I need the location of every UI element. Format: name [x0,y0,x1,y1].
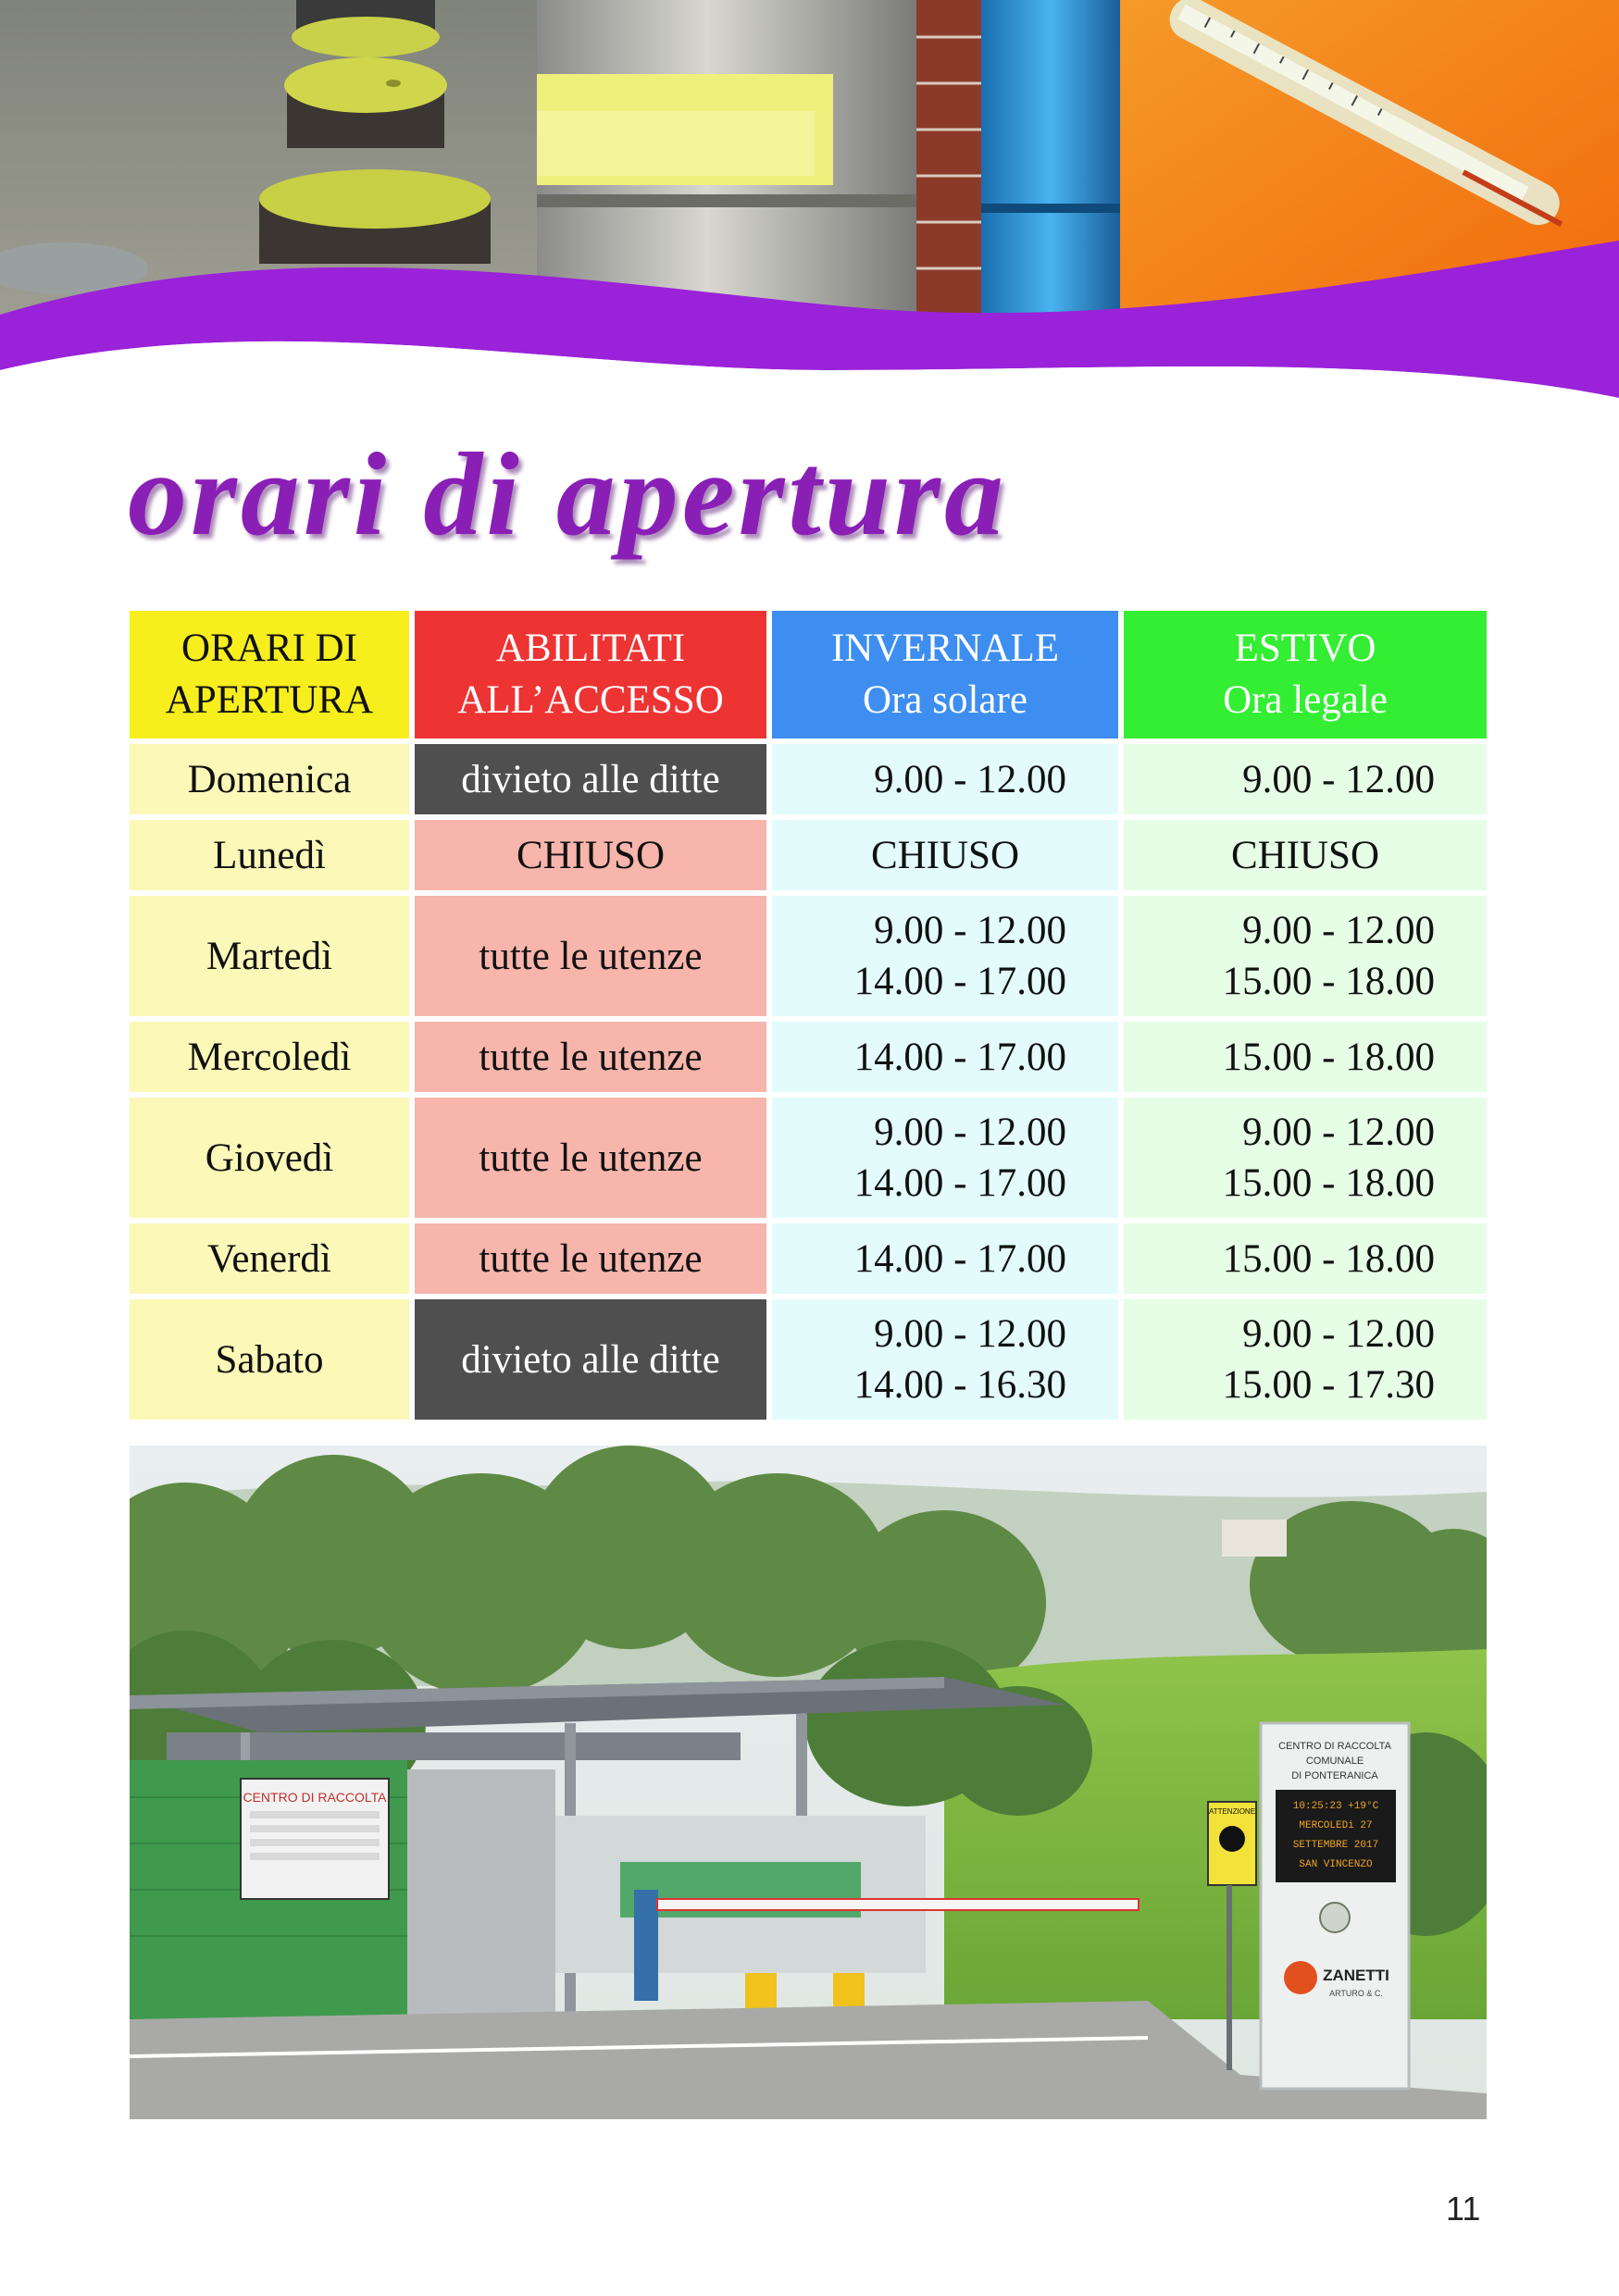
access-cell: tutte le utenze [415,1022,772,1098]
table-row [130,744,1487,820]
time-range: 14.00 - 17.00 [853,1035,1066,1079]
page-number: 11 [1446,2190,1481,2228]
header-line: ORARI DI [181,627,357,670]
access-cell: tutte le utenze [415,896,772,1022]
brand-logo-icon [1284,1961,1317,1994]
totem-title: DI PONTERANICA [1291,1770,1378,1781]
header-line: ALL’ACCESSO [457,678,724,722]
winter-hours-cell [772,1098,1124,1223]
summer-hours-cell [1124,820,1487,896]
summer-hours-cell [1124,896,1487,1022]
winter-hours-cell [772,896,1124,1022]
table-row [130,896,1487,1022]
table-body [130,744,1487,1425]
summer-hours-cell [1124,1223,1487,1299]
day-cell: Venerdì [130,1223,415,1299]
access-cell: tutte le utenze [415,1098,772,1223]
table-row [130,1098,1487,1223]
header-line: Ora solare [863,678,1027,722]
table-row [130,820,1487,896]
time-range: 14.00 - 17.00 [853,1161,1066,1205]
winter-hours-cell [772,1299,1124,1425]
opening-hours-table [130,611,1487,1425]
summer-hours-cell [1124,744,1487,820]
header-line: ABILITATI [495,627,686,670]
header-line: INVERNALE [830,627,1059,670]
day-cell: Giovedì [130,1098,415,1223]
access-cell: tutte le utenze [415,1223,772,1299]
header-summer [1124,611,1487,744]
blue-drum [981,0,1120,333]
winter-hours-cell [772,820,1124,896]
page-title: orari di apertura [128,428,1007,560]
brick-wall [916,0,981,333]
time-range: 9.00 - 12.00 [874,909,1066,952]
brand-name: ZANETTI [1323,1967,1389,1984]
gate-board-title: CENTRO DI RACCOLTA [243,1790,387,1805]
day-cell: Domenica [130,744,415,820]
time-range: 15.00 - 18.00 [1222,1035,1435,1079]
header-line: Ora legale [1223,678,1388,722]
access-cell: divieto alle ditte [415,1299,772,1425]
barrier-arm [657,1899,1139,1910]
time-range: 15.00 - 18.00 [1222,1236,1435,1281]
summer-hours-cell [1124,1299,1487,1425]
attention-sign-label: ATTENZIONE [1208,1807,1256,1816]
header-line: APERTURA [165,678,374,722]
winter-hours-cell [772,1022,1124,1098]
access-cell: CHIUSO [415,820,772,896]
barrier-post [634,1890,658,2001]
table-header [130,611,1487,744]
time-range: 9.00 - 12.00 [874,1312,1066,1356]
time-range: 9.00 - 12.00 [874,1111,1066,1154]
table-row [130,1223,1487,1299]
time-range: CHIUSO [1230,833,1380,877]
day-cell: Lunedì [130,820,415,896]
display-line: SAN VINCENZO [1299,1859,1373,1870]
display-line: MERCOLEDì 27 [1299,1820,1373,1831]
access-cell: divieto alle ditte [415,744,772,820]
totem-title: CENTRO DI RACCOLTA [1278,1741,1391,1752]
display-line: 10:25:23 +19°C [1292,1801,1379,1812]
time-range: 9.00 - 12.00 [1242,757,1435,801]
day-cell: Mercoledì [130,1022,415,1098]
display-line: SETTEMBRE 2017 [1292,1840,1379,1851]
time-range: 9.00 - 12.00 [1242,1111,1435,1154]
winter-hours-cell [772,744,1124,820]
summer-hours-cell [1124,1022,1487,1098]
summer-hours-cell [1124,1098,1487,1223]
time-range: 15.00 - 18.00 [1222,1161,1435,1205]
recycling-centre-photo [130,1446,1487,2119]
time-range: 14.00 - 16.30 [853,1363,1066,1407]
time-range: CHIUSO [870,833,1020,877]
table-row [130,1299,1487,1425]
header-opening-hours [130,611,415,744]
time-range: 15.00 - 18.00 [1222,960,1435,1003]
time-range: 14.00 - 17.00 [853,1236,1066,1281]
header-access [415,611,772,744]
header-winter [772,611,1124,744]
time-range: 9.00 - 12.00 [1242,909,1435,952]
time-range: 9.00 - 12.00 [1242,1312,1435,1356]
recycling-centre-illustration [130,1446,1487,2119]
time-range: 9.00 - 12.00 [874,757,1066,801]
header-line: ESTIVO [1234,627,1376,670]
winter-hours-cell [772,1223,1124,1299]
coat-of-arms-icon [1320,1903,1350,1932]
day-cell: Martedì [130,896,415,1022]
table-row [130,1022,1487,1098]
header-photo-strip [0,0,1619,426]
time-range: 14.00 - 17.00 [853,960,1066,1003]
brand-sub: ARTURO & C. [1329,1989,1383,1998]
header-illustration [0,0,1619,426]
totem-title: COMUNALE [1305,1756,1364,1767]
day-cell: Sabato [130,1299,415,1425]
time-range: 15.00 - 17.30 [1222,1363,1435,1407]
